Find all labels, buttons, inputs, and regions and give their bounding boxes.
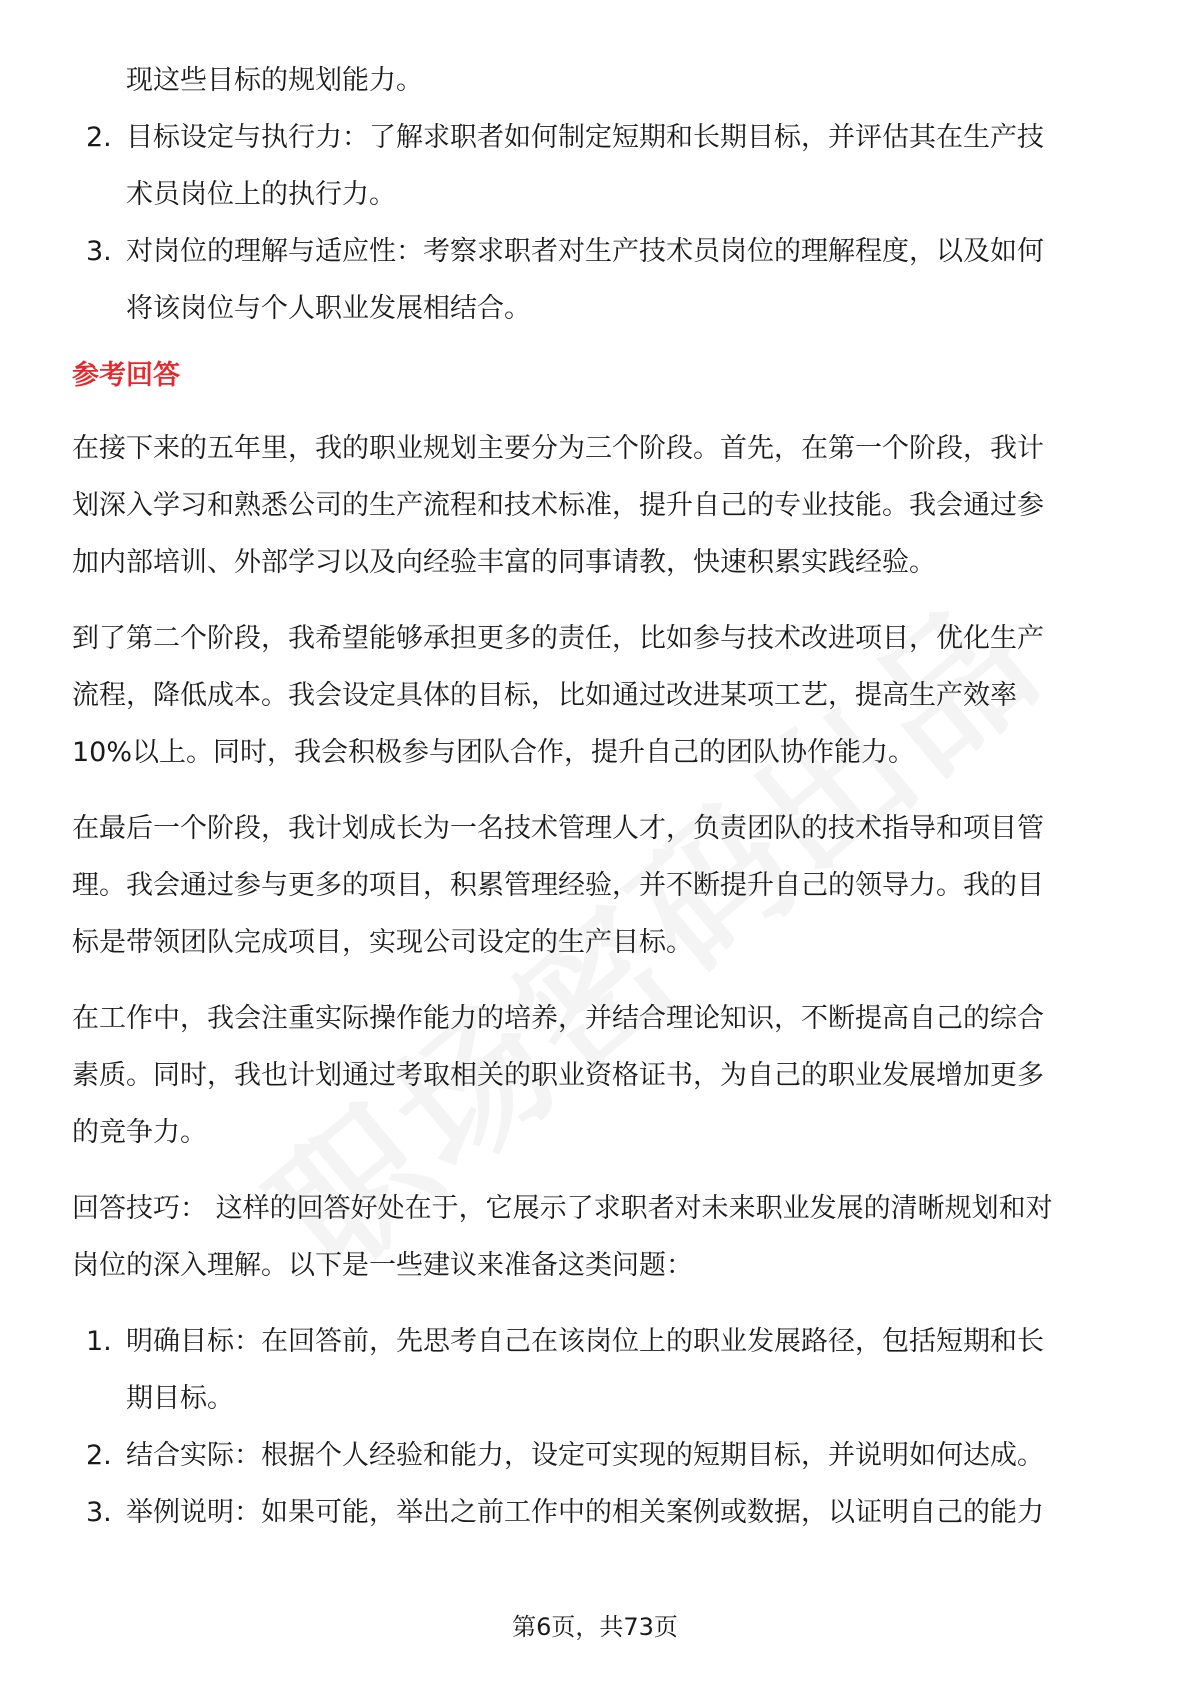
paragraph xyxy=(72,420,1112,591)
paragraph xyxy=(72,800,1112,971)
top-list xyxy=(72,109,1112,337)
text-line: 在工作中，我会注重实际操作能力的培养，并结合理论知识，不断提高自己的综合 xyxy=(72,1003,1044,1034)
text-line: 现这些目标的规划能力。 xyxy=(126,65,423,96)
text-line: 目标设定与执行力：了解求职者如何制定短期和长期目标，并评估其在生产技 xyxy=(126,122,1044,153)
list-item xyxy=(72,1484,1112,1541)
list-item xyxy=(72,223,1112,337)
page-content xyxy=(72,52,1112,1541)
paragraph xyxy=(72,610,1112,781)
text-line: 结合实际：根据个人经验和能力，设定可实现的短期目标，并说明如何达成。 xyxy=(126,1440,1044,1471)
list-number: 2. xyxy=(86,1440,112,1471)
list-item xyxy=(72,1427,1112,1484)
text-line: 岗位的深入理解。以下是一些建议来准备这类问题： xyxy=(72,1250,693,1281)
paragraph xyxy=(72,1180,1112,1294)
text-line: 标是带领团队完成项目，实现公司设定的生产目标。 xyxy=(72,927,693,958)
text-line: 素质。同时，我也计划通过考取相关的职业资格证书，为自己的职业发展增加更多 xyxy=(72,1060,1044,1091)
text-line: 在最后一个阶段，我计划成长为一名技术管理人才，负责团队的技术指导和项目管 xyxy=(72,813,1044,844)
list-number: 3. xyxy=(86,236,112,267)
section-heading: 参考回答 xyxy=(72,360,180,391)
paragraph xyxy=(72,990,1112,1161)
list-number: 1. xyxy=(86,1326,112,1357)
text-line: 举例说明：如果可能，举出之前工作中的相关案例或数据，以证明自己的能力 xyxy=(126,1497,1044,1528)
tips-list xyxy=(72,1313,1112,1541)
text-line: 期目标。 xyxy=(126,1383,234,1414)
text-line: 术员岗位上的执行力。 xyxy=(126,179,396,210)
text-line: 加内部培训、外部学习以及向经验丰富的同事请教，快速积累实践经验。 xyxy=(72,547,936,578)
text-line: 明确目标：在回答前，先思考自己在该岗位上的职业发展路径，包括短期和长 xyxy=(126,1326,1044,1357)
list-carryover xyxy=(72,52,1112,109)
text-line: 将该岗位与个人职业发展相结合。 xyxy=(126,293,531,324)
list-number: 3. xyxy=(86,1497,112,1528)
text-line: 在接下来的五年里，我的职业规划主要分为三个阶段。首先，在第一个阶段，我计 xyxy=(72,433,1044,464)
text-line: 划深入学习和熟悉公司的生产流程和技术标准，提升自己的专业技能。我会通过参 xyxy=(72,490,1044,521)
list-item xyxy=(72,1313,1112,1427)
text-line: 流程，降低成本。我会设定具体的目标，比如通过改进某项工艺，提高生产效率 xyxy=(72,680,1017,711)
text-line: 理。我会通过参与更多的项目，积累管理经验，并不断提升自己的领导力。我的目 xyxy=(72,870,1044,901)
text-line: 10%以上。同时，我会积极参与团队合作，提升自己的团队协作能力。 xyxy=(72,737,916,768)
text-line: 回答技巧： 这样的回答好处在于，它展示了求职者对未来职业发展的清晰规划和对 xyxy=(72,1193,1053,1224)
text-line: 到了第二个阶段，我希望能够承担更多的责任，比如参与技术改进项目，优化生产 xyxy=(72,623,1044,654)
text-line: 的竞争力。 xyxy=(72,1117,207,1148)
text-line: 对岗位的理解与适应性：考察求职者对生产技术员岗位的理解程度，以及如何 xyxy=(126,236,1044,267)
list-item xyxy=(72,109,1112,223)
list-number: 2. xyxy=(86,122,112,153)
page-footer: 第6页，共73页 xyxy=(512,1613,678,1641)
